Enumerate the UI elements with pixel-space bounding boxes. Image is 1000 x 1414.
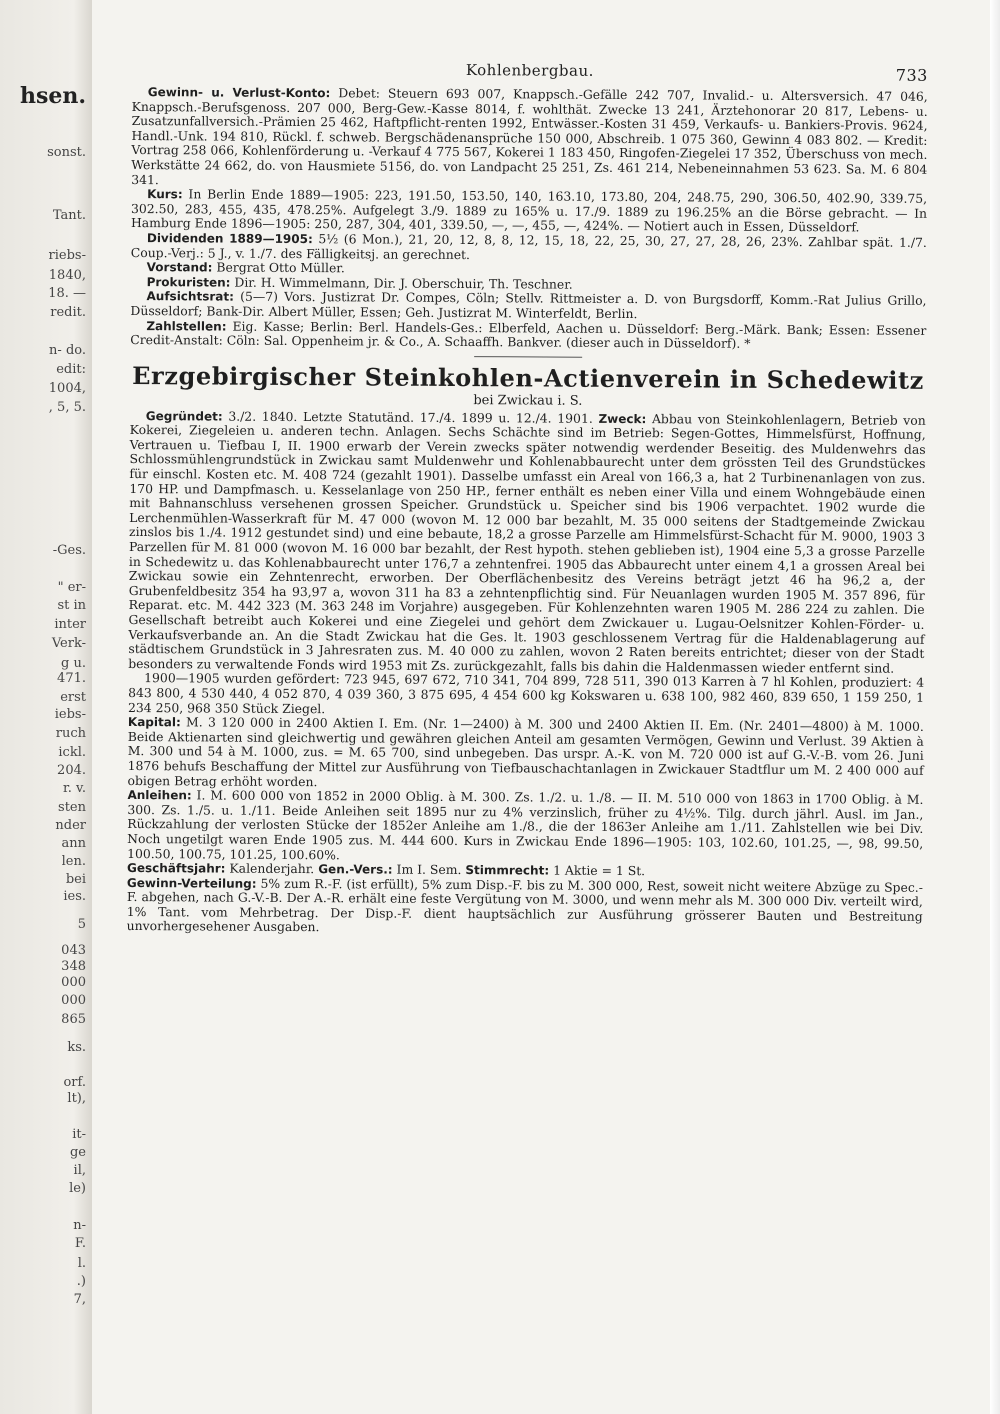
aufsichtsrat-label: Aufsichtsrat: bbox=[146, 289, 234, 304]
kapital-text: M. 3 120 000 in 2400 Aktien I. Em. (Nr. 1—2400) à M. 300 und 2400 Aktien II. Em. (Nr. 2401—4800) à M. 1000. Beide Aktienarten sind gleichwertig und gewähren gleichen Anteil am gesamten Vermögen, Gewinn und Verlust. 39 Aktien à M. 300 und 54 à M. 1000, zus. = M. 65 700, sind unbegeben. Das urspr. A.-K. von M. 720 000 ist auf G.-V.-B. vom 26. Juni 1876 behufs Beschaffung der Mittel zur Ausführung von Tiefbauschachtanlagen in Zwickauer Stadtflur um M. 2 400 000 auf obigen Betrag erhöht worden. bbox=[127, 714, 924, 789]
gen-vers-text: Im I. Sem. bbox=[396, 861, 462, 878]
margin-fragment: lt), bbox=[67, 1091, 86, 1106]
margin-fragment: sten bbox=[58, 800, 86, 815]
previous-page-margin bbox=[0, 0, 92, 1414]
company-title: Erzgebirgischer Steinkohlen-Actienverein in Schedewitz bbox=[132, 360, 925, 395]
prokuristen-label: Prokuristen: bbox=[146, 274, 231, 290]
margin-fragment: 348 bbox=[61, 959, 86, 974]
geschaeftsjahr-label: Geschäftsjahr: bbox=[126, 861, 226, 876]
margin-fragment: Verk- bbox=[51, 636, 86, 651]
zahlstellen-label: Zahlstellen: bbox=[146, 318, 227, 334]
margin-fragment: nder bbox=[55, 818, 86, 833]
dividenden-text: 5½ (6 Mon.), 21, 20, 12, 8, 8, 12, 15, 18, 22, 25, 30, 27, 27, 28, 26, 23%. Zahlbar spät. 1./7. Coup.-Verj.: 5 J., v. 1./7. des Fälligkeitsj. an gerechnet. bbox=[130, 231, 927, 262]
margin-fragment: ks. bbox=[67, 1040, 86, 1055]
zahlstellen-text: Eig. Kasse; Berlin: Berl. Handels-Ges.: Elberfeld, Aachen u. Düsseldorf: Berg.-Märk. Bank; Essen: Essener Credit-Anstalt: Cöln: Sal. Oppenheim jr. & Co., A. Schaaffh. Bankver. (dieser auch in Düsseldorf). * bbox=[130, 318, 927, 351]
kapital-label: Kapital: bbox=[127, 715, 181, 730]
margin-fragment: l. bbox=[77, 1256, 86, 1271]
margin-fragment: 1840, bbox=[48, 268, 86, 283]
margin-fragment: len. bbox=[61, 854, 86, 869]
margin-fragment: g u. bbox=[61, 656, 86, 671]
margin-fragment: 7, bbox=[73, 1292, 86, 1307]
margin-fragment: 1004, bbox=[48, 381, 86, 396]
margin-fragment: " er- bbox=[57, 580, 86, 595]
prokuristen-text: Dir. H. Wimmelmann, Dir. J. Oberschuir, Th. Teschner. bbox=[234, 274, 573, 292]
margin-fragment: n- do. bbox=[49, 343, 86, 358]
zahlstellen-section bbox=[130, 318, 926, 352]
margin-fragment: iebs- bbox=[54, 707, 86, 722]
margin-fragment: riebs- bbox=[48, 248, 86, 263]
gewinn-text: Debet: Steuern 693 007, Knappsch.-Gefälle 242 707, Invalid.- u. Altersversich. 47 046, Knappsch.-Berufsgenoss. 207 000, Berg-Gew.-Kasse 8014, f. wohlthät. Zwecke 13 241, Ärztehonorar 20 817, Lebens- u. Zusatzunfallversich.-Prämien 25 462, Haftpflicht-renten 1992, Entwässer.-Kosten 31 459, Verkaufs- u. Bankiers-Provis. 9624, Handl.-Unk. 194 810, Rückl. f. schweb. Bergschädenansprüche 150 000, Abschreib. 1 075 360, Gewinn 4 083 802. — Kredit: Vortrag 258 066, Kohlenförderung u. -Verkauf 4 775 567, Kokerei 1 183 450, Ringofen-Ziegelei 17 352, Überschuss von mech. Werkstätte 24 662, do. von Hausmiete 5156, do. von Landpacht 25 251, Zs. 461 214, Nebeneinnahmen 53 623. Sa. M. 6 804 341. bbox=[131, 85, 928, 187]
margin-fragment: 18. — bbox=[48, 286, 86, 301]
section-divider bbox=[474, 356, 582, 358]
gewinn-verteilung-text: 5% zum R.-F. (ist erfüllt), 5% zum Disp.-F. bis zu M. 300 000, Rest, soweit nicht weitere Abzüge zu Spec.-F. abgehen, nach G.-V.-B. Der A.-R. erhält eine feste Vergütung von M. 3000, und wenn mehr als M. 300 000 Div. verteilt wird, 1% Tant. vom Mehrbetrag. Der Disp.-F. dient hauptsächlich zur Ausführung grösserer Bauten und Bestreitung unvorhergesehener Ausgaben. bbox=[126, 875, 923, 935]
margin-fragment: ann bbox=[61, 836, 86, 851]
anleihen-label: Anleihen: bbox=[127, 788, 192, 803]
zweck-text: Abbau von Steinkohlenlagern, Betrieb von Kokerei, Ziegeleien u. anderen techn. Anlagen. Sechs Schächte sind im Betrieb: Segen-Gottes, Himmelsfürst, Hoffnung, Vertrauen u. Tiefbau I, II. 1900 erwarb der Verein zwecks später notwendig werdender Beseitig. des Muldenwehrs das Schlossmühlengrundstück in Zwickau samt Muldenwehr und Kohlenabbaurecht unter dem grössten Teil des Grundstückes für einschl. Kosten etc. M. 408 724 (gezahlt 1901). Dasselbe umfasst ein Areal von 166,3 a, hat 2 Turbinenanlagen von zus. 170 HP. und Dampfmasch. u. Kesselanlage von 250 HP., ferner enthält es neben einer Villa und einem Wohngebäude einen mit Bahnanschluss versehenen grossen Speicher. Grundstück u. Speicher sind bis 1906 verpachtet. 1902 wurde die Lerchenmühlen-Wasserkraft für M. 47 000 (wovon M. 12 000 bar bezahlt, M. 35 000 seitens der Stadtgemeinde Zwickau zinslos bis 1./4. 1912 gestundet sind) und eine bebaute, 18,2 a grosse Parzelle am Himmelsfürst-Schacht für M. 9000, 1903 3 Parzellen für M. 81 000 (wovon M. 16 000 bar bezahlt, der Rest hypoth. stehen geblieben ist), 1904 eine 5,3 a grosse Parzelle in Schedewitz u. das Kohlenabbaurecht unter 176,7 a zehntenfrei. 1905 das Abbaurecht unter einem 4,1 a grossen Areal bei Zwickau sowie ein Zehntenrecht, erworben. Der Oberflächenbesitz des Vereins beträgt jetzt 46 ha 96,2 a, der Grubenfeldbesitz 354 ha 93,97 a, wovon 311 ha 83 a zehntenpflichtig sind. Für Neuanlagen wurden 1905 M. 357 896, für Reparat. etc. M. 442 323 (M. 363 248 im Vorjahre) ausgegeben. Für Kohlenzehnten waren 1905 M. 286 224 zu zahlen. Die Gesellschaft betreibt auch Kokerei und eine Ziegelei und gehört dem Zwickauer u. Lugau-Oelsnitzer Kohlen-Förder- u. Verkaufsverbande an. An die Stadt Zwickau hat die Ges. lt. 1903 geschlossenem Vertrag für die Haldenablagerung auf städtischem Grundstück in 3 Jahresraten zus. M. 40 000 zu zahlen, wovon 2 Raten bereits entrichtet; dieser von der Stadt besonders zu verwaltende Fonds wird 1953 mit Zs. zurückgezahlt, falls bis dahin die Haldenmassen wieder entfernt sind. bbox=[128, 410, 926, 676]
dividenden-label: Dividenden 1889—1905: bbox=[146, 231, 313, 247]
margin-fragment: il, bbox=[73, 1163, 86, 1178]
margin-fragment: edit: bbox=[56, 362, 86, 377]
kurs-label: Kurs: bbox=[147, 187, 183, 202]
stimmrecht-text: 1 Aktie = 1 St. bbox=[553, 862, 646, 879]
gegruendet-text: 3./2. 1840. Letzte Statutänd. 17./4. 1899 u. 12./4. 1901. bbox=[228, 408, 593, 426]
gegruendet-zweck-section bbox=[128, 409, 926, 677]
margin-fragment: le) bbox=[69, 1181, 86, 1196]
margin-fragment: redit. bbox=[50, 305, 86, 320]
margin-fragment: it- bbox=[72, 1127, 86, 1142]
margin-fragment: sonst. bbox=[47, 145, 86, 160]
anleihen-text: I. M. 600 000 von 1852 in 2000 Oblig. à M. 300. Zs. 1./2. u. 1./8. — II. M. 510 000 von 1863 in 1700 Oblig. à M. 300. Zs. 1./5. u. 1./11. Beide Anleihen seit 1895 nur zu 4% verzinslich, früher zu 4½%. Tilg. durch jährl. Ausl. im Jan., Rückzahlung der verlosten Stücke der 1852er Anleihe am 1./8., die der 1863er Anleihe am 1./11. Zahlstellen wie bei Div. Noch ungetilgt waren Ende 1905 zus. M. 444 600. Kurs in Zwickau Ende 1896—1905: 103, 102.60, 101.25, —, 98, 99.50, 100.50, 100.75, 101.25, 100.60%. bbox=[127, 787, 924, 862]
geschaeftsjahr-text: Kalenderjahr. bbox=[229, 860, 315, 877]
margin-fragment: 471. bbox=[57, 671, 86, 686]
gegruendet-label: Gegründet: bbox=[145, 408, 223, 424]
margin-fragment: 204. bbox=[57, 763, 86, 778]
vorstand-label: Vorstand: bbox=[146, 260, 213, 275]
margin-fragment: 000 bbox=[61, 993, 86, 1008]
foerderung-paragraph: 1900—1905 wurden gefördert: 723 945, 697 672, 710 341, 704 899, 728 511, 390 013 Karren à 7 hl Kohlen, produziert: 4 843 800, 4 530 440, 4 052 870, 4 039 360, 3 875 695, 4 454 600 kg Kokswaren u. 638 100, 982 460, 839 650, 1 159 250, 1 234 250, 968 350 Stück Ziegel. bbox=[127, 670, 925, 716]
margin-fragment: 5 bbox=[77, 917, 86, 932]
margin-fragment: n- bbox=[73, 1218, 86, 1233]
zweck-label: Zweck: bbox=[598, 411, 647, 426]
margin-fragment: hsen. bbox=[19, 83, 86, 109]
running-title: Kohlenbergbau. bbox=[465, 61, 594, 80]
vorstand-text: Bergrat Otto Müller. bbox=[216, 259, 345, 276]
margin-fragment: ruch bbox=[55, 726, 86, 741]
margin-fragment: 865 bbox=[61, 1012, 86, 1027]
gewinn-verteilung-section bbox=[127, 876, 923, 939]
margin-fragment: ge bbox=[69, 1145, 86, 1160]
gen-vers-label: Gen.-Vers.: bbox=[318, 862, 393, 877]
page-number: 733 bbox=[895, 65, 928, 85]
gewinn-verlust-konto bbox=[131, 85, 928, 192]
margin-fragment: -Ges. bbox=[52, 543, 86, 558]
margin-fragment: , 5, 5. bbox=[48, 400, 86, 415]
anleihen-section bbox=[127, 788, 923, 866]
page-header bbox=[132, 55, 928, 90]
aufsichtsrat-text: (5—7) Vors. Justizrat Dr. Compes, Cöln; Stellv. Rittmeister a. D. von Burgsdorff, Komm.-Rat Julius Grillo, Düsseldorf; Bank-Dir. Albert Müller, Essen; Geh. Justizrat M. Winterfeldt, Berlin. bbox=[130, 288, 927, 321]
kapital-section bbox=[128, 715, 924, 793]
kurs-section bbox=[131, 187, 927, 236]
kurs-text: In Berlin Ende 1889—1905: 223, 191.50, 153.50, 140, 163.10, 173.80, 204, 248.75, 290, 306.50, 402.90, 339.75, 302.50, 283, 455, 435, 478.25%. Aufgelegt 3./9. 1889 zu 165% u. 17./9. 1889 zu 196.25% an die Börse gebracht. — In Hamburg Ende 1896—1905: 250, 287, 304, 401, 339.50, —, —, 455, —, 424%. — Notiert auch in Essen, Düsseldorf. bbox=[130, 186, 928, 235]
margin-fragment: r. v. bbox=[63, 781, 86, 796]
margin-fragment: orf. bbox=[63, 1075, 86, 1090]
page-edge-shadow bbox=[990, 0, 1000, 1414]
stimmrecht-label: Stimmrecht: bbox=[465, 863, 550, 878]
margin-fragment: ies. bbox=[63, 889, 86, 904]
margin-fragment: bei bbox=[65, 872, 86, 887]
margin-fragment: inter bbox=[54, 617, 86, 632]
margin-fragment: 043 bbox=[61, 943, 86, 958]
margin-fragment: erst bbox=[60, 690, 86, 705]
margin-fragment: F. bbox=[74, 1236, 86, 1251]
company-subtitle: bei Zwickau i. S. bbox=[473, 392, 583, 409]
margin-fragment: st in bbox=[57, 598, 86, 613]
margin-fragment: 000 bbox=[61, 975, 86, 990]
gewinn-verteilung-label: Gewinn-Verteilung: bbox=[126, 875, 257, 891]
margin-fragment: Tant. bbox=[52, 208, 86, 223]
gewinn-label: Gewinn- u. Verlust-Konto: bbox=[147, 85, 331, 101]
margin-fragment: ickl. bbox=[58, 745, 86, 760]
margin-fragment: .) bbox=[76, 1274, 86, 1289]
page-content bbox=[127, 55, 928, 939]
